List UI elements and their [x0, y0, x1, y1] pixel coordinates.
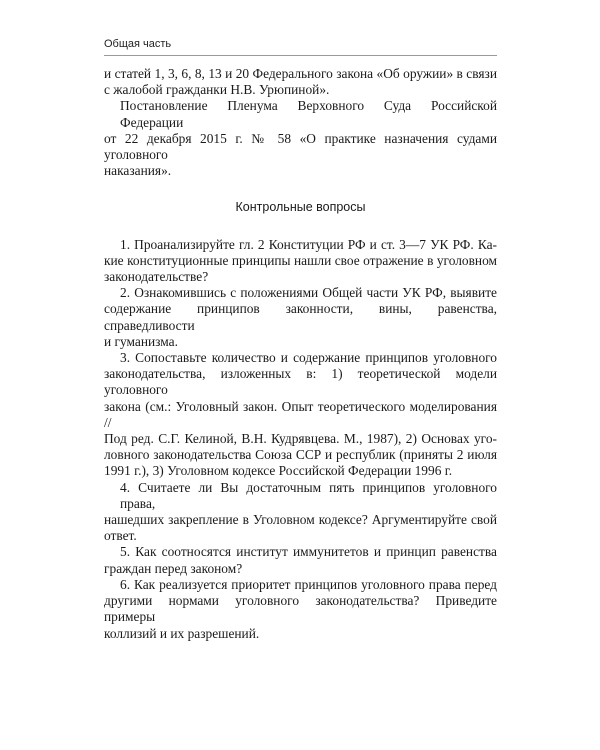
header-rule	[104, 55, 497, 56]
text-line: наказания».	[104, 163, 172, 179]
text-line: Постановление Пленума Верховного Суда Российской Федерации	[120, 98, 497, 130]
text-line: 1. Проанализируйте гл. 2 Конституции РФ и ст. 3—7 УК РФ. Ка-	[120, 236, 497, 252]
text-line: закона (см.: Уголовный закон. Опыт теоретического моделирования //	[104, 398, 497, 430]
question-item	[104, 237, 497, 286]
text-line: 5. Как соотносятся институт иммунитетов и принцип равенства	[120, 544, 497, 560]
text-line: и статей 1, 3, 6, 8, 13 и 20 Федерального закона «Об оружии» в связи	[104, 66, 497, 81]
text-line: другими нормами уголовного законодательства? Приведите примеры	[104, 593, 497, 625]
text-line: с жалобой гражданки Н.В. Урюпиной».	[104, 82, 330, 98]
text-line: от 22 декабря 2015 г. № 58 «О практике назначения судами уголовного	[104, 130, 497, 163]
text-line: ловного законодательства Союза ССР и республик (приняты 2 июля	[104, 447, 497, 463]
question-item	[104, 285, 497, 350]
running-title: Общая часть	[104, 38, 172, 50]
text-line: и гуманизма.	[104, 333, 178, 349]
question-item	[104, 544, 497, 576]
section-title: Контрольные вопросы	[235, 200, 366, 215]
text-line: 4. Считаете ли Вы достаточным пять принципов уголовного права,	[120, 479, 497, 511]
text-line: содержание принципов законности, вины, равенства, справедливости	[104, 301, 497, 333]
text-line: кие конституционные принципы нашли свое отражение в уголовном	[104, 252, 497, 268]
page-body	[104, 66, 497, 642]
text-line: нашедших закрепление в Уголовном кодексе? Аргументируйте свой	[104, 512, 497, 528]
question-item	[104, 480, 497, 545]
text-line: коллизий и их разрешений.	[104, 625, 260, 641]
text-line: законодательства, изложенных в: 1) теоретической модели уголовного	[104, 366, 497, 398]
text-line: 3. Сопоставьте количество и содержание принципов уголовного	[120, 350, 497, 366]
text-line: законодательстве?	[104, 269, 209, 285]
reference-paragraph	[104, 66, 497, 98]
text-line: 2. Ознакомившись с положениями Общей части УК РФ, выявите	[120, 285, 497, 301]
question-item	[104, 350, 497, 480]
text-line: граждан перед законом?	[104, 560, 243, 576]
text-line: ответ.	[104, 528, 137, 544]
text-line: Под ред. С.Г. Келиной, В.Н. Кудрявцева. М., 1987), 2) Основах уго-	[104, 431, 497, 447]
reference-paragraph	[104, 98, 497, 179]
text-line: 1991 г.), 3) Уголовном кодексе Российской Федерации 1996 г.	[104, 463, 453, 479]
question-item	[104, 577, 497, 642]
text-line: 6. Как реализуется приоритет принципов уголовного права перед	[120, 576, 497, 592]
